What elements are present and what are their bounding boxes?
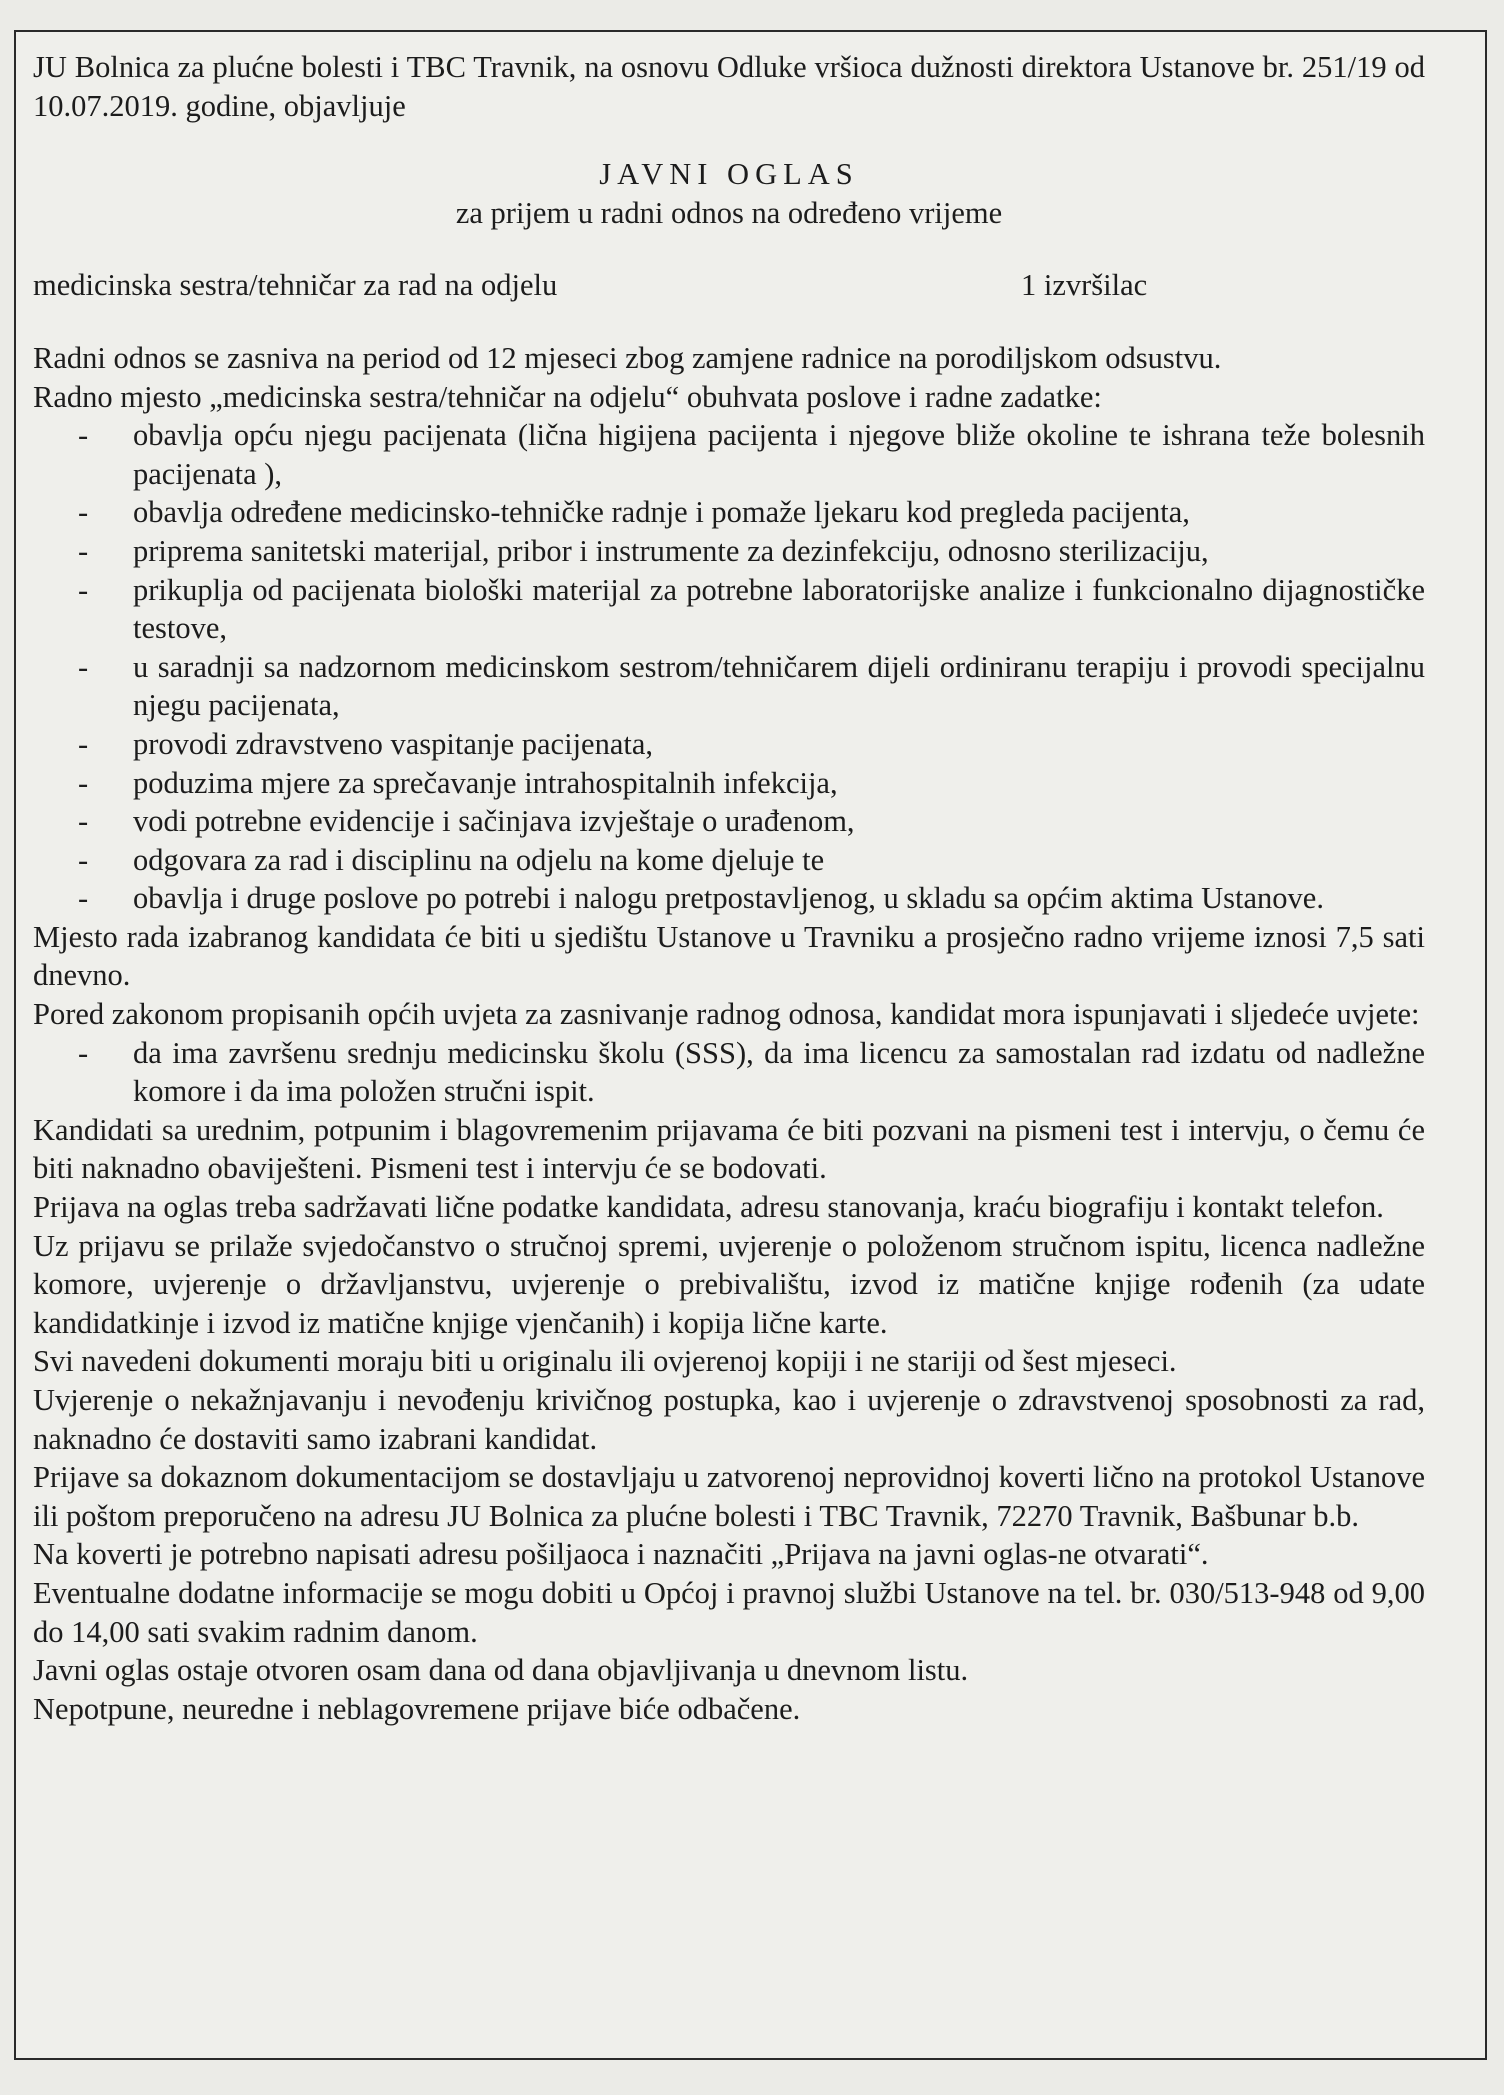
additional-certificates-paragraph: Uvjerenje o nekažnjavanju i nevođenju krivičnog postupka, kao i uvjerenje o zdravstvenoj sposobnosti za rad, naknadno će dostaviti samo izabrani kandidat.	[33, 1383, 1425, 1456]
dash-bullet: -	[78, 572, 89, 607]
condition-item	[33, 1034, 1425, 1111]
conditions-list	[33, 1034, 1425, 1111]
notice-subtitle: za prijem u radni odnos na određeno vrijeme	[455, 195, 1003, 230]
dash-bullet: -	[78, 495, 89, 530]
dash-bullet: -	[78, 726, 89, 761]
duty-item	[33, 725, 1425, 764]
dash-bullet: -	[78, 804, 89, 839]
duty-text: u saradnji sa nadzornom medicinskom sestrom/tehničarem dijeli ordiniranu terapiju i provodi specijalnu njegu pacijenata,	[133, 649, 1425, 723]
submission-paragraph: Prijave sa dokaznom dokumentacijom se dostavljaju u zatvorenoj neprovidnoj koverti lično na protokol Ustanove ili poštom preporučeno na adresu JU Bolnica za plućne bolesti i TBC Travnik, 72270 Travnik, Bašbunar b.b.	[33, 1460, 1425, 1533]
duty-item	[33, 532, 1425, 571]
duty-text: vodi potrebne evidencije i sačinjava izvještaje o urađenom,	[133, 804, 855, 839]
dash-bullet: -	[78, 1035, 89, 1070]
duty-text: obavlja opću njegu pacijenata (lična higijena pacijenta i njegove bliže okoline te ishrana teže bolesnih pacijenata ),	[133, 418, 1425, 491]
duty-text: obavlja i druge poslove po potrebi i nalogu pretpostavljenog, u skladu sa općim aktima Ustanove.	[133, 881, 1324, 916]
duty-text: prikuplja od pacijenata biološki materijal za potrebne laboratorijske analize i funkcionalno dijagnostičke testove,	[133, 572, 1425, 646]
position-name: medicinska sestra/tehničar za rad na odjelu	[33, 268, 558, 303]
intro-paragraph: JU Bolnica za plućne bolesti i TBC Travnik, na osnovu Odluke vršioca dužnosti direktora Ustanove br. 251/19 od 10.07.2019. godine, objavljuje	[33, 50, 1425, 123]
duty-item	[33, 648, 1425, 725]
duty-text: provodi zdravstveno vaspitanje pacijenata,	[133, 726, 654, 761]
workplace-paragraph: Mjesto rada izabranog kandidata će biti u sjedištu Ustanove u Travniku a prosječno radno vrijeme iznosi 7,5 sati dnevno.	[33, 919, 1425, 993]
duty-text: poduzima mjere za sprečavanje intrahospitalnih infekcija,	[133, 765, 838, 800]
position-count: 1 izvršilac	[1021, 268, 1148, 303]
duty-item	[33, 764, 1425, 803]
contact-info-paragraph: Eventualne dodatne informacije se mogu dobiti u Općoj i pravnoj službi Ustanove na tel. br. 030/513-948 od 9,00 do 14,00 sati svakim radnim danom.	[33, 1575, 1425, 1649]
application-content-paragraph: Prijava na oglas treba sadržavati lične podatke kandidata, adresu stanovanja, kraću biografiju i kontakt telefon.	[33, 1190, 1384, 1225]
notice-title: JAVNI OGLAS	[599, 157, 859, 192]
test-interview-paragraph: Kandidati sa urednim, potpunim i blagovremenim prijavama će biti pozvani na pismeni test i intervju, o čemu će biti naknadno obaviješteni. Pismeni test i intervju će se bodovati.	[33, 1112, 1425, 1186]
dash-bullet: -	[78, 533, 89, 568]
required-documents-paragraph: Uz prijavu se prilaže svjedočanstvo o stručnoj spremi, uvjerenje o položenom stručnom ispitu, licenca nadležne komore, uvjerenje o državljanstvu, uvjerenje o prebivalištu, izvod iz matične knjige rođenih (za udate kandidatkinje i izvod iz matične knjige vjenčanih) i kopija lične karte.	[33, 1228, 1425, 1340]
position-row	[33, 266, 1425, 305]
duty-text: obavlja određene medicinsko-tehničke radnje i pomaže ljekaru kod pregleda pacijenta,	[133, 495, 1190, 530]
open-period-paragraph: Javni oglas ostaje otvoren osam dana od dana objavljivanja u dnevnom listu.	[33, 1653, 969, 1688]
duties-list	[33, 416, 1425, 918]
dash-bullet: -	[78, 418, 89, 453]
notice-content	[33, 48, 1425, 1728]
conditions-intro: Pored zakonom propisanih općih uvjeta za zasnivanje radnog odnosa, kandidat mora ispunjavati i sljedeće uvjete:	[33, 997, 1420, 1032]
duty-item	[33, 879, 1425, 918]
document-validity-paragraph: Svi navedeni dokumenti moraju biti u originalu ili ovjerenoj kopiji i ne stariji od šest mjeseci.	[33, 1344, 1177, 1379]
rejection-paragraph: Nepotpune, neuredne i neblagovremene prijave biće odbačene.	[33, 1691, 801, 1726]
dash-bullet: -	[78, 842, 89, 877]
duty-item	[33, 493, 1425, 532]
dash-bullet: -	[78, 649, 89, 684]
duty-item	[33, 802, 1425, 841]
duration-paragraph: Radni odnos se zasniva na period od 12 mjeseci zbog zamjene radnice na porodiljskom odsustvu.	[33, 340, 1222, 375]
duty-item	[33, 571, 1425, 648]
envelope-paragraph: Na koverti je potrebno napisati adresu pošiljaoca i naznačiti „Prijava na javni oglas-ne otvarati“.	[33, 1537, 1209, 1572]
duty-item	[33, 416, 1425, 493]
duties-intro: Radno mjesto „medicinska sestra/tehničar na odjelu“ obuhvata poslove i radne zadatke:	[33, 379, 1102, 414]
duty-text: odgovara za rad i disciplinu na odjelu na kome djeluje te	[133, 842, 825, 877]
dash-bullet: -	[78, 881, 89, 916]
dash-bullet: -	[78, 765, 89, 800]
duty-item	[33, 841, 1425, 880]
condition-text: da ima završenu srednju medicinsku školu (SSS), da ima licencu za samostalan rad izdatu od nadležne komore i da ima položen stručni ispit.	[133, 1035, 1425, 1109]
duty-text: priprema sanitetski materijal, pribor i instrumente za dezinfekciju, odnosno sterilizaciju,	[133, 533, 1209, 568]
